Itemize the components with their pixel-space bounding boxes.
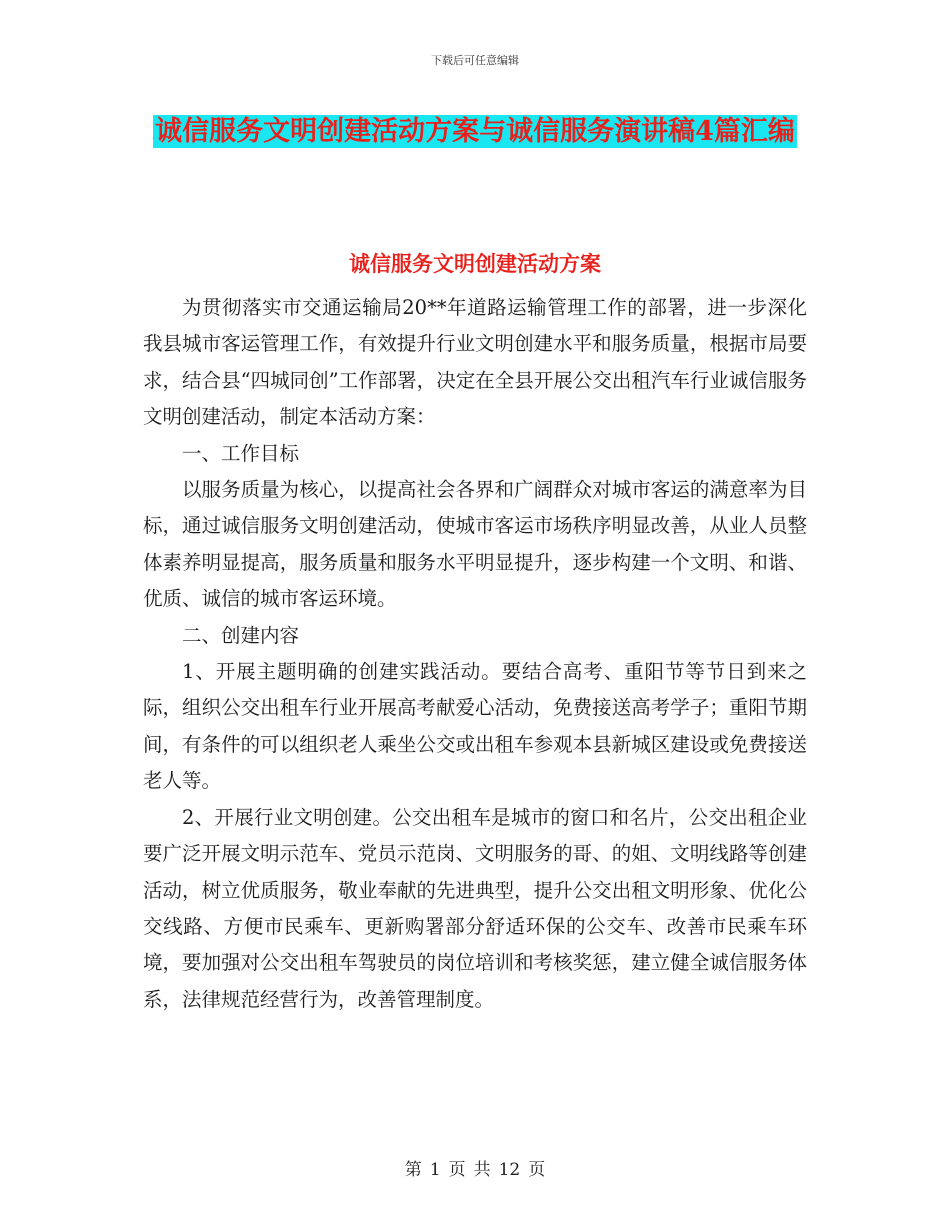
page-footer xyxy=(0,1155,950,1180)
paragraph-work-goal: 以服务质量为核心，以提高社会各界和广阔群众对城市客运的满意率为目标，通过诚信服务文明创建活动，使城市客运市场秩序明显改善，从业人员整体素养明显提高，服务质量和服务水平明显提升，逐步构建一个文明、和谐、优质、诚信的城市客运环境。 xyxy=(143,478,807,611)
header-note: 下载后可任意编辑 xyxy=(431,54,519,67)
footer-label-post: 页 xyxy=(528,1160,546,1180)
footer-page-current: 1 xyxy=(429,1160,441,1180)
heading-work-goal: 一、工作目标 xyxy=(182,441,300,465)
paragraph-item-1: 1、开展主题明确的创建实践活动。要结合高考、重阳节等节日到来之际，组织公交出租车行业开展高考献爱心活动，免费接送高考学子；重阳节期间，有条件的可以组织老人乘坐公交或出租车参观本县新城区建设或免费接送老人等。 xyxy=(143,660,807,793)
paragraph-item-2: 2、开展行业文明创建。公交出租车是城市的窗口和名片，公交出租企业要广泛开展文明示范车、党员示范岗、文明服务的哥、的姐、文明线路等创建活动，树立优质服务，敬业奉献的先进典型，提升公交出租文明形象、优化公交线路、方便市民乘车、更新购署部分舒适环保的公交车、改善市民乘车环境，要加强对公交出租车驾驶员的岗位培训和考核奖惩，建立健全诚信服务体系，法律规范经营行为，改善管理制度。 xyxy=(143,805,807,1011)
heading-content: 二、创建内容 xyxy=(182,623,300,647)
footer-label-mid: 页 xyxy=(448,1160,466,1180)
section-title: 诚信服务文明创建活动方案 xyxy=(349,251,601,276)
footer-page-total: 12 xyxy=(498,1160,521,1180)
footer-label-pre: 第 xyxy=(404,1160,422,1180)
document-body xyxy=(143,290,807,1018)
paragraph-intro: 为贯彻落实市交通运输局20**年道路运输管理工作的部署，进一步深化我县城市客运管理工作，有效提升行业文明创建水平和服务质量，根据市局要求，结合县“四城同创”工作部署，决定在全县开展公交出租汽车行业诚信服务文明创建活动，制定本活动方案： xyxy=(143,296,807,429)
document-title xyxy=(150,108,800,156)
footer-label-total-pre: 共 xyxy=(473,1160,491,1180)
document-title-text: 诚信服务文明创建活动方案与诚信服务演讲稿4篇汇编 xyxy=(155,116,795,147)
